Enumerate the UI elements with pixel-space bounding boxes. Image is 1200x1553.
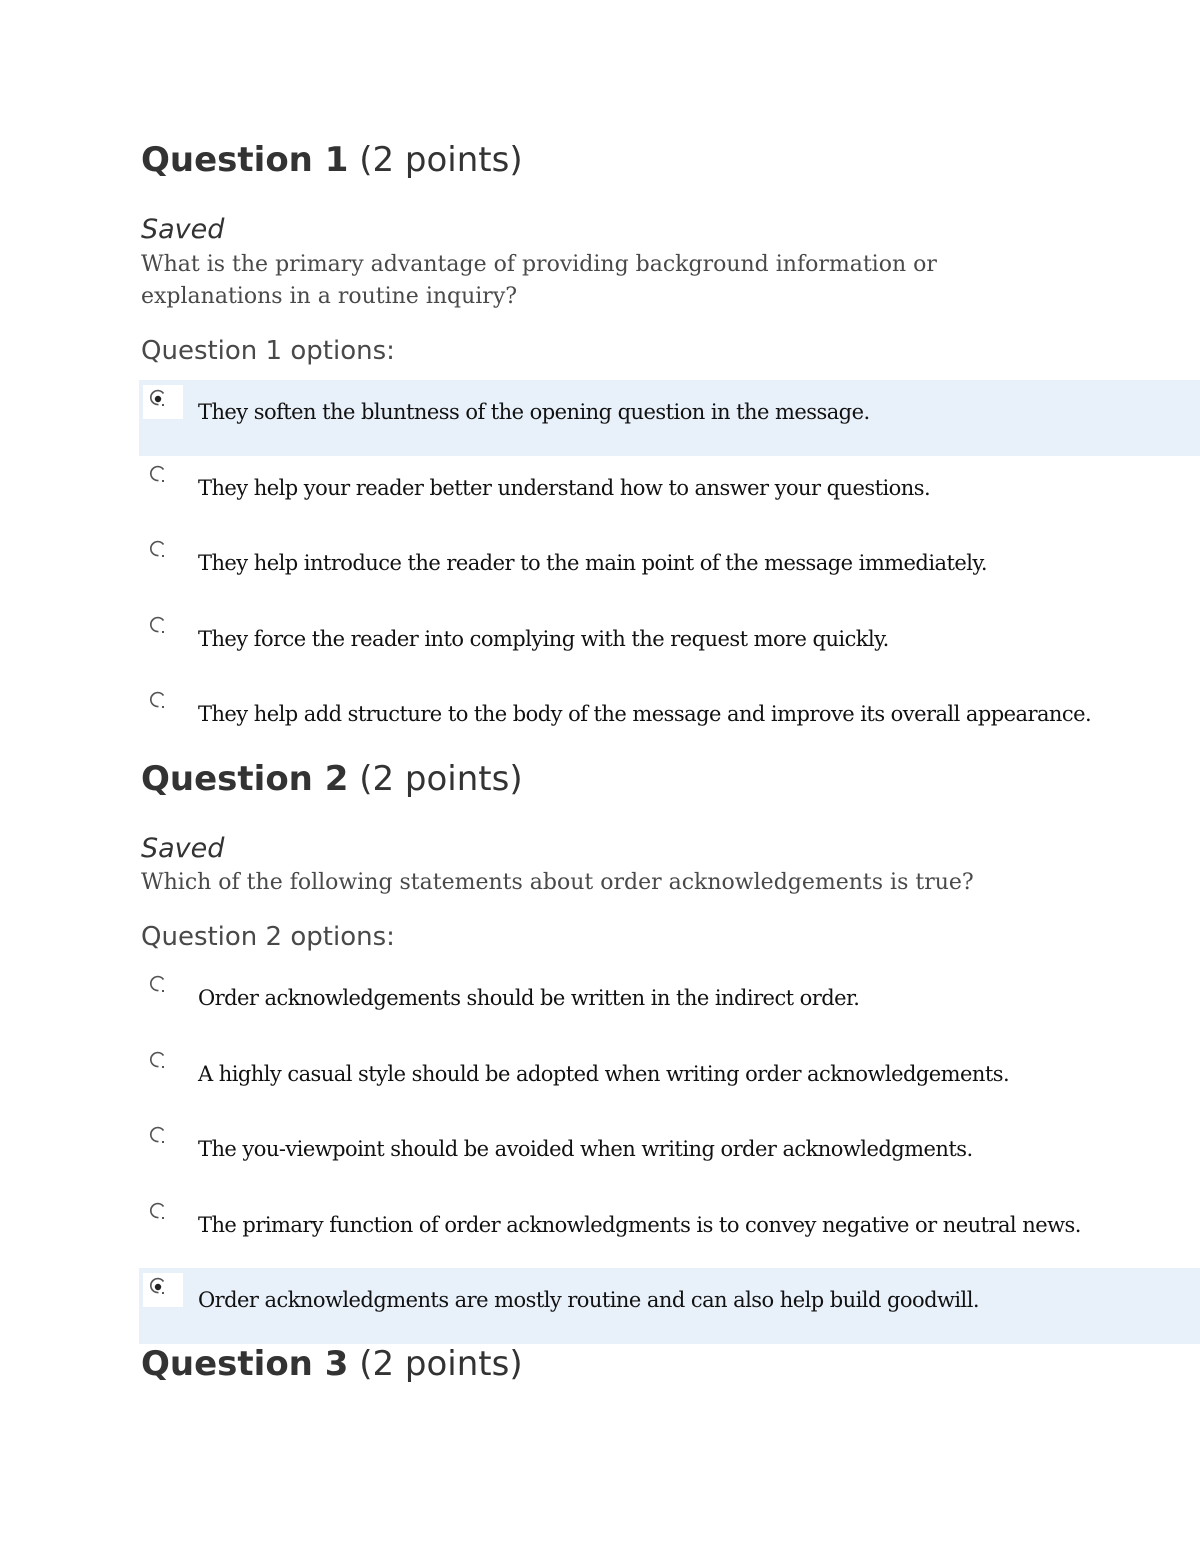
question-1-title <box>141 140 523 180</box>
question-2-option-3[interactable] <box>139 1117 1200 1193</box>
question-2-option-5[interactable] <box>139 1268 1200 1344</box>
question-2-option-2[interactable] <box>139 1042 1200 1118</box>
radio-tick <box>162 1292 164 1294</box>
radio-selected-icon[interactable] <box>143 1273 183 1307</box>
radio-ring <box>151 1128 164 1142</box>
radio-ring <box>151 542 164 556</box>
radio-dot <box>155 1284 161 1290</box>
question-2-option-1[interactable] <box>139 966 1200 1042</box>
radio-selected-icon[interactable] <box>143 385 183 419</box>
radio-unselected-icon[interactable] <box>143 687 183 721</box>
question-1-option-3[interactable] <box>139 531 1200 607</box>
radio-tick <box>162 631 164 633</box>
radio-unselected-icon <box>143 536 183 570</box>
question-2-options-label: Question 2 options: <box>141 922 395 952</box>
radio-tick <box>162 555 164 557</box>
question-1-options-label: Question 1 options: <box>141 336 395 366</box>
radio-selected-icon <box>143 385 183 419</box>
option-label: The primary function of order acknowledgments is to convey negative or neutral news. <box>198 1213 1081 1237</box>
option-label: The you-viewpoint should be avoided when writing order acknowledgments. <box>198 1137 973 1161</box>
radio-unselected-icon <box>143 971 183 1005</box>
question-2-option-4[interactable] <box>139 1193 1200 1269</box>
radio-ring <box>151 618 164 632</box>
radio-tick <box>162 1217 164 1219</box>
radio-tick <box>162 990 164 992</box>
radio-unselected-icon <box>143 687 183 721</box>
question-1-prompt: What is the primary advantage of providing background information or explanations in a routine inquiry? <box>141 252 937 309</box>
option-label: They force the reader into complying with the request more quickly. <box>198 627 889 651</box>
radio-unselected-icon[interactable] <box>143 971 183 1005</box>
question-3-points: (2 points) <box>359 1344 523 1384</box>
radio-ring <box>151 977 164 991</box>
radio-unselected-icon <box>143 1122 183 1156</box>
radio-ring <box>151 467 164 481</box>
question-2-number: Question 2 <box>141 759 349 799</box>
radio-unselected-icon[interactable] <box>143 1047 183 1081</box>
radio-unselected-icon[interactable] <box>143 612 183 646</box>
radio-unselected-icon <box>143 1047 183 1081</box>
radio-dot <box>155 396 161 402</box>
option-label: They soften the bluntness of the opening question in the message. <box>198 400 870 424</box>
option-label: They help introduce the reader to the main point of the message immediately. <box>198 551 988 575</box>
option-label: Order acknowledgements should be written in the indirect order. <box>198 986 860 1010</box>
radio-ring <box>151 1053 164 1067</box>
radio-unselected-icon[interactable] <box>143 1122 183 1156</box>
question-1-option-4[interactable] <box>139 607 1200 683</box>
radio-tick <box>162 1066 164 1068</box>
option-label: A highly casual style should be adopted when writing order acknowledgements. <box>198 1062 1010 1086</box>
radio-tick <box>162 404 164 406</box>
radio-selected-icon <box>143 1273 183 1307</box>
option-label: They help your reader better understand how to answer your questions. <box>198 476 931 500</box>
radio-tick <box>162 706 164 708</box>
question-2-saved-status: Saved <box>141 833 225 864</box>
radio-tick <box>162 1141 164 1143</box>
question-3-number: Question 3 <box>141 1344 349 1384</box>
radio-unselected-icon[interactable] <box>143 1198 183 1232</box>
question-2-points: (2 points) <box>359 759 523 799</box>
question-1-option-1[interactable] <box>139 380 1200 456</box>
option-label: Order acknowledgments are mostly routine and can also help build goodwill. <box>198 1288 980 1312</box>
question-2-prompt: Which of the following statements about order acknowledgements is true? <box>141 870 974 895</box>
question-1-saved-status: Saved <box>141 214 225 245</box>
radio-ring <box>151 1204 164 1218</box>
radio-unselected-icon <box>143 461 183 495</box>
radio-unselected-icon <box>143 1198 183 1232</box>
question-1-option-5[interactable] <box>139 682 1200 758</box>
radio-unselected-icon[interactable] <box>143 536 183 570</box>
question-1-option-2[interactable] <box>139 456 1200 532</box>
option-label: They help add structure to the body of the message and improve its overall appearance. <box>198 702 1092 726</box>
question-2-title <box>141 759 523 799</box>
radio-tick <box>162 480 164 482</box>
radio-unselected-icon <box>143 612 183 646</box>
question-1-points: (2 points) <box>359 140 523 180</box>
radio-unselected-icon[interactable] <box>143 461 183 495</box>
question-1-number: Question 1 <box>141 140 349 180</box>
question-3-title <box>141 1344 523 1384</box>
radio-ring <box>151 693 164 707</box>
